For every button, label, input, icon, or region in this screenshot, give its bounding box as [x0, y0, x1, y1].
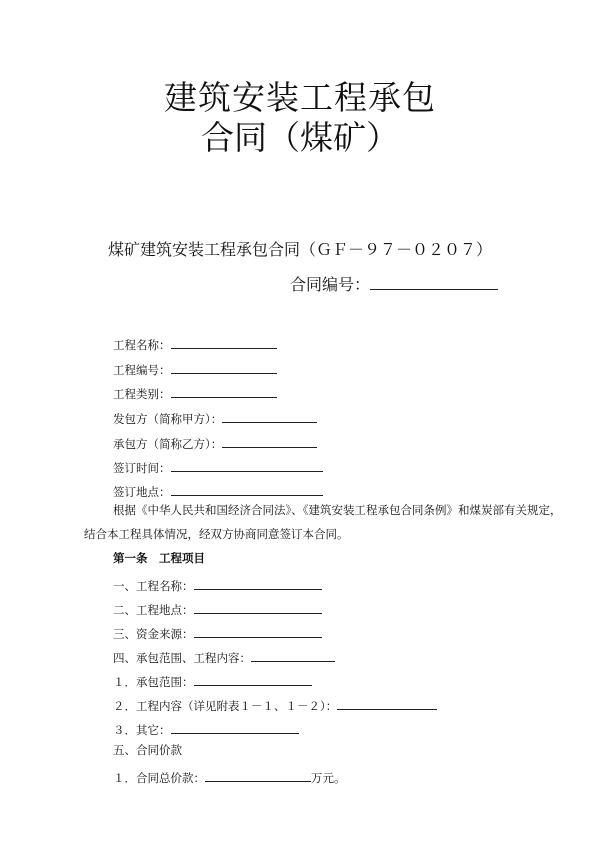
contract-number-label: 合同编号： [290, 275, 371, 294]
item-label: 三、资金来源： [113, 627, 194, 641]
field-party-b [113, 432, 317, 452]
field-label: 工程类别： [113, 387, 171, 401]
item-blank[interactable] [194, 622, 322, 638]
item-blank[interactable] [194, 670, 312, 686]
article1-item-scope [113, 646, 335, 666]
field-label: 工程编号： [113, 363, 171, 377]
field-label: 承包方（简称乙方）： [113, 437, 223, 451]
field-blank[interactable] [171, 480, 323, 496]
article1-heading: 第一条 工程项目 [113, 551, 205, 565]
article1-item-fund-source [113, 622, 322, 642]
field-blank[interactable] [222, 407, 317, 423]
field-project-name [113, 333, 277, 353]
item-label: ３．其它： [113, 723, 171, 737]
item-label: 一、工程名称： [113, 579, 194, 593]
field-label: 工程名称： [113, 338, 171, 352]
field-project-category [113, 382, 277, 402]
field-blank[interactable] [222, 432, 317, 448]
item-label: ２．工程内容（详见附表１－１、１－２）： [113, 699, 338, 713]
article1-item-scope-range [113, 670, 312, 690]
document-title-line2: 合同（煤矿） [201, 118, 399, 157]
document-title-line1: 建筑安装工程承包 [164, 78, 436, 117]
intro-line1: 根据《中华人民共和国经济合同法》、《建筑安装工程承包合同条例》和煤炭部有关规定， [113, 503, 562, 517]
article1-item-contract-price: 五、合同价款 [113, 743, 182, 757]
item-blank[interactable] [205, 766, 311, 782]
contract-number-row [290, 274, 498, 296]
item-label: １．承包范围： [113, 675, 194, 689]
item-label: 二、工程地点： [113, 603, 194, 617]
field-blank[interactable] [171, 456, 323, 472]
contract-number-blank[interactable] [370, 274, 498, 290]
field-party-a [113, 407, 317, 427]
field-blank[interactable] [171, 358, 277, 374]
field-label: 签订地点： [113, 485, 171, 499]
article1-item-other [113, 718, 299, 738]
article1-item-work-content [113, 694, 437, 714]
contract-subtitle: 煤矿建筑安装工程承包合同（ＧＦ－９７－０２０７） [107, 240, 492, 259]
field-label: 签订时间： [113, 461, 171, 475]
item-label: １．合同总价款： [113, 771, 205, 785]
item-blank[interactable] [194, 574, 322, 590]
field-blank[interactable] [171, 333, 277, 349]
field-sign-date [113, 456, 323, 476]
intro-line2: 结合本工程具体情况，经双方协商同意签订本合同。 [84, 527, 349, 541]
item-label: 四、承包范围、工程内容： [113, 651, 251, 665]
item-blank[interactable] [171, 718, 299, 734]
field-project-number [113, 358, 277, 378]
item-blank[interactable] [251, 646, 335, 662]
item-blank[interactable] [337, 694, 437, 710]
field-blank[interactable] [171, 382, 277, 398]
article1-item-total-price [113, 766, 346, 786]
item-blank[interactable] [194, 598, 322, 614]
article1-item-project-location [113, 598, 322, 618]
article1-item-project-name [113, 574, 322, 594]
field-sign-place [113, 480, 323, 500]
price-unit: 万元。 [311, 771, 346, 785]
field-label: 发包方（简称甲方）： [113, 412, 223, 426]
